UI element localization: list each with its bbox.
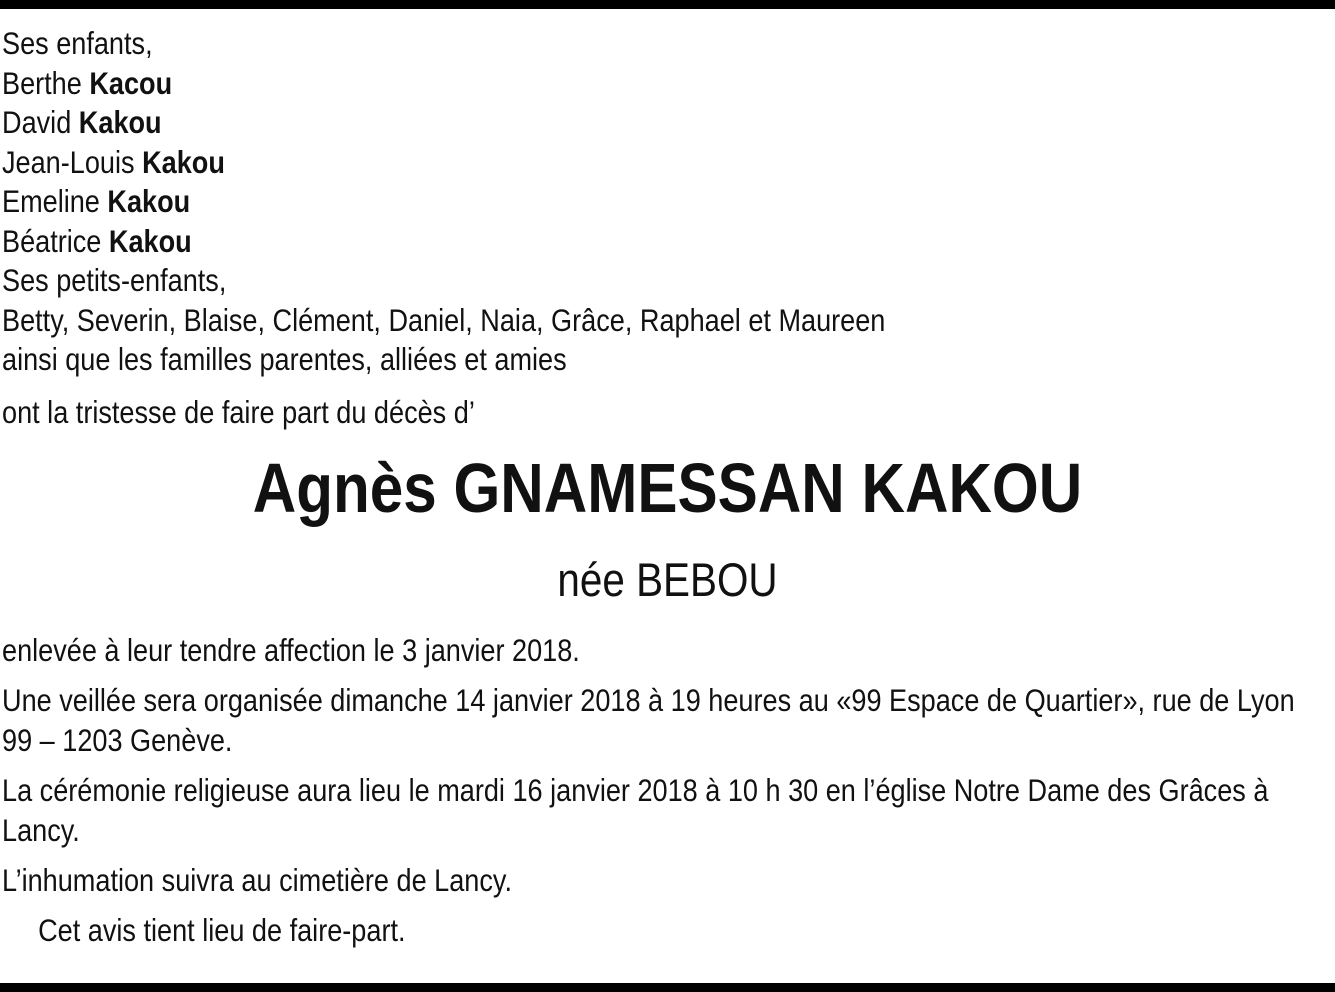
children-intro: Ses enfants, (2, 25, 153, 61)
child-name: Béatrice Kakou (2, 222, 192, 259)
vigil-info: Une veillée sera organisée dimanche 14 janvier 2018 à 19 heures au «99 Espace de Quartier», rue de Lyon 99 – 1203 Genève. (2, 682, 1295, 758)
child-name: Jean-Louis Kakou (2, 143, 225, 180)
relatives-line: ainsi que les familles parentes, alliées et amies (2, 341, 567, 377)
death-notice: enlevée à leur tendre affection le 3 janvier 2018. (2, 632, 580, 668)
child-name: Berthe Kacou (2, 64, 173, 101)
burial-info: L’inhumation suivra au cimetière de Lancy. (2, 862, 512, 898)
bottom-rule (0, 983, 1335, 992)
ceremony-info: La cérémonie religieuse aura lieu le mardi 16 janvier 2018 à 10 h 30 en l’église Notre Dame des Grâces à Lancy. (2, 772, 1269, 848)
notice-line: Cet avis tient lieu de faire-part. (38, 912, 406, 948)
grandchildren-names: Betty, Severin, Blaise, Clément, Daniel, Naia, Grâce, Raphael et Maureen (2, 301, 886, 338)
funeral-details (2, 630, 1331, 960)
announcement: ont la tristesse de faire part du décès d’ (2, 394, 475, 430)
child-name: Emeline Kakou (2, 183, 191, 219)
child-name: David Kakou (2, 104, 162, 140)
deceased-name: Agnès GNAMESSAN KAKOU (252, 449, 1083, 527)
grandchildren-intro: Ses petits-enfants, (2, 262, 227, 298)
maiden-name: née BEBOU (557, 553, 778, 606)
family-list (2, 24, 1137, 380)
top-rule (0, 0, 1335, 9)
